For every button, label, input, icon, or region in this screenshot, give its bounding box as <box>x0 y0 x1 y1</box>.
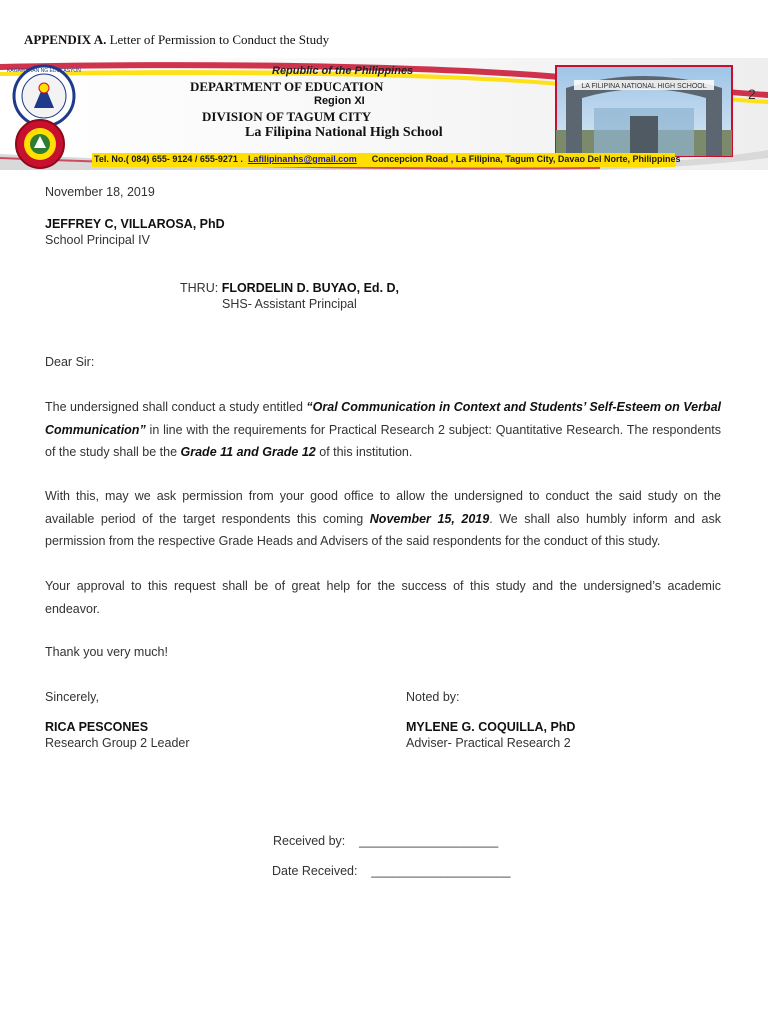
study-date: November 15, 2019 <box>369 511 490 526</box>
sender-title: Research Group 2 Leader <box>45 736 190 750</box>
study-title: “Oral Communication in Context and Students’ Self-Esteem on Verbal Communication” <box>45 400 721 437</box>
respondent-grades: Grade 11 and Grade 12 <box>180 445 316 459</box>
paragraph-2: With this, may we ask permission from your good office to allow the undersigned to conduct the said study on the available period of the target respondents this coming November 15, 2019. We shall also humbly inform and ask permission from the respective Grade Heads and Advisers of the said respondents for the conduct of this study. <box>45 489 722 548</box>
school-name: La Filipina National High School <box>245 125 443 140</box>
recipient-name: JEFFREY C, VILLAROSA, PhD <box>45 217 225 231</box>
page-number: 2 <box>748 86 756 102</box>
appendix-label: APPENDIX A. <box>24 32 107 47</box>
contact-info <box>94 154 680 164</box>
noter-name: MYLENE G. COQUILLA, PhD <box>406 720 576 734</box>
received-signature-line: ____________________ <box>359 834 499 848</box>
thru-name: FLORDELIN D. BUYAO, Ed. D, <box>221 281 400 295</box>
region-name: Region XI <box>314 95 365 107</box>
thanks-line: Thank you very much! <box>45 645 168 659</box>
received-by <box>273 830 498 853</box>
closing: Sincerely, <box>45 690 99 704</box>
recipient-title: School Principal IV <box>45 233 150 247</box>
republic-text: Republic of the Philippines <box>272 65 414 77</box>
appendix-title: Letter of Permission to Conduct the Study <box>109 32 330 47</box>
school-seal-icon <box>16 120 64 168</box>
appendix-heading <box>24 32 329 48</box>
date-received-line: ____________________ <box>371 864 511 878</box>
salutation: Dear Sir: <box>45 355 95 369</box>
letter-date: November 18, 2019 <box>45 185 155 199</box>
school-gate-photo <box>556 66 732 156</box>
received-label: Received by: <box>273 834 346 848</box>
paragraph-3: Your approval to this request shall be of great help for the success of this study and the undersigned’s academic endeavor. <box>45 579 721 616</box>
sender-name: RICA PESCONES <box>45 720 149 734</box>
deped-seal-text: KAGAWARAN NG EDUKASYON <box>7 68 81 74</box>
paragraph-1: The undersigned shall conduct a study entitled “Oral Communication in Context and Students’ Self-Esteem on Verbal Communication” in line with the requirements for Practical Research 2 subject: Quantitative Research. The respondents of the study shall be the Grade 11 and Grade 12 of this institution. <box>45 400 721 459</box>
email-link[interactable]: Lafilipinanhs@gmail.com <box>247 154 357 164</box>
address: Concepcion Road , La Filipina, Tagum City, Davao Del Norte, Philippines <box>371 154 681 164</box>
date-received <box>272 860 510 883</box>
division-name: DIVISION OF TAGUM CITY <box>202 109 372 124</box>
thru-title: SHS- Assistant Principal <box>222 297 357 311</box>
noted-label: Noted by: <box>406 690 460 704</box>
noter-title: Adviser- Practical Research 2 <box>406 736 571 750</box>
date-received-label: Date Received: <box>272 864 358 878</box>
thru-label: THRU: <box>180 281 219 295</box>
gate-sign-text: LA FILIPINA NATIONAL HIGH SCHOOL <box>581 83 707 90</box>
telephone: Tel. No.( 084) 655- 9124 / 655-9271 . <box>94 154 243 164</box>
department-name: DEPARTMENT OF EDUCATION <box>190 79 384 94</box>
